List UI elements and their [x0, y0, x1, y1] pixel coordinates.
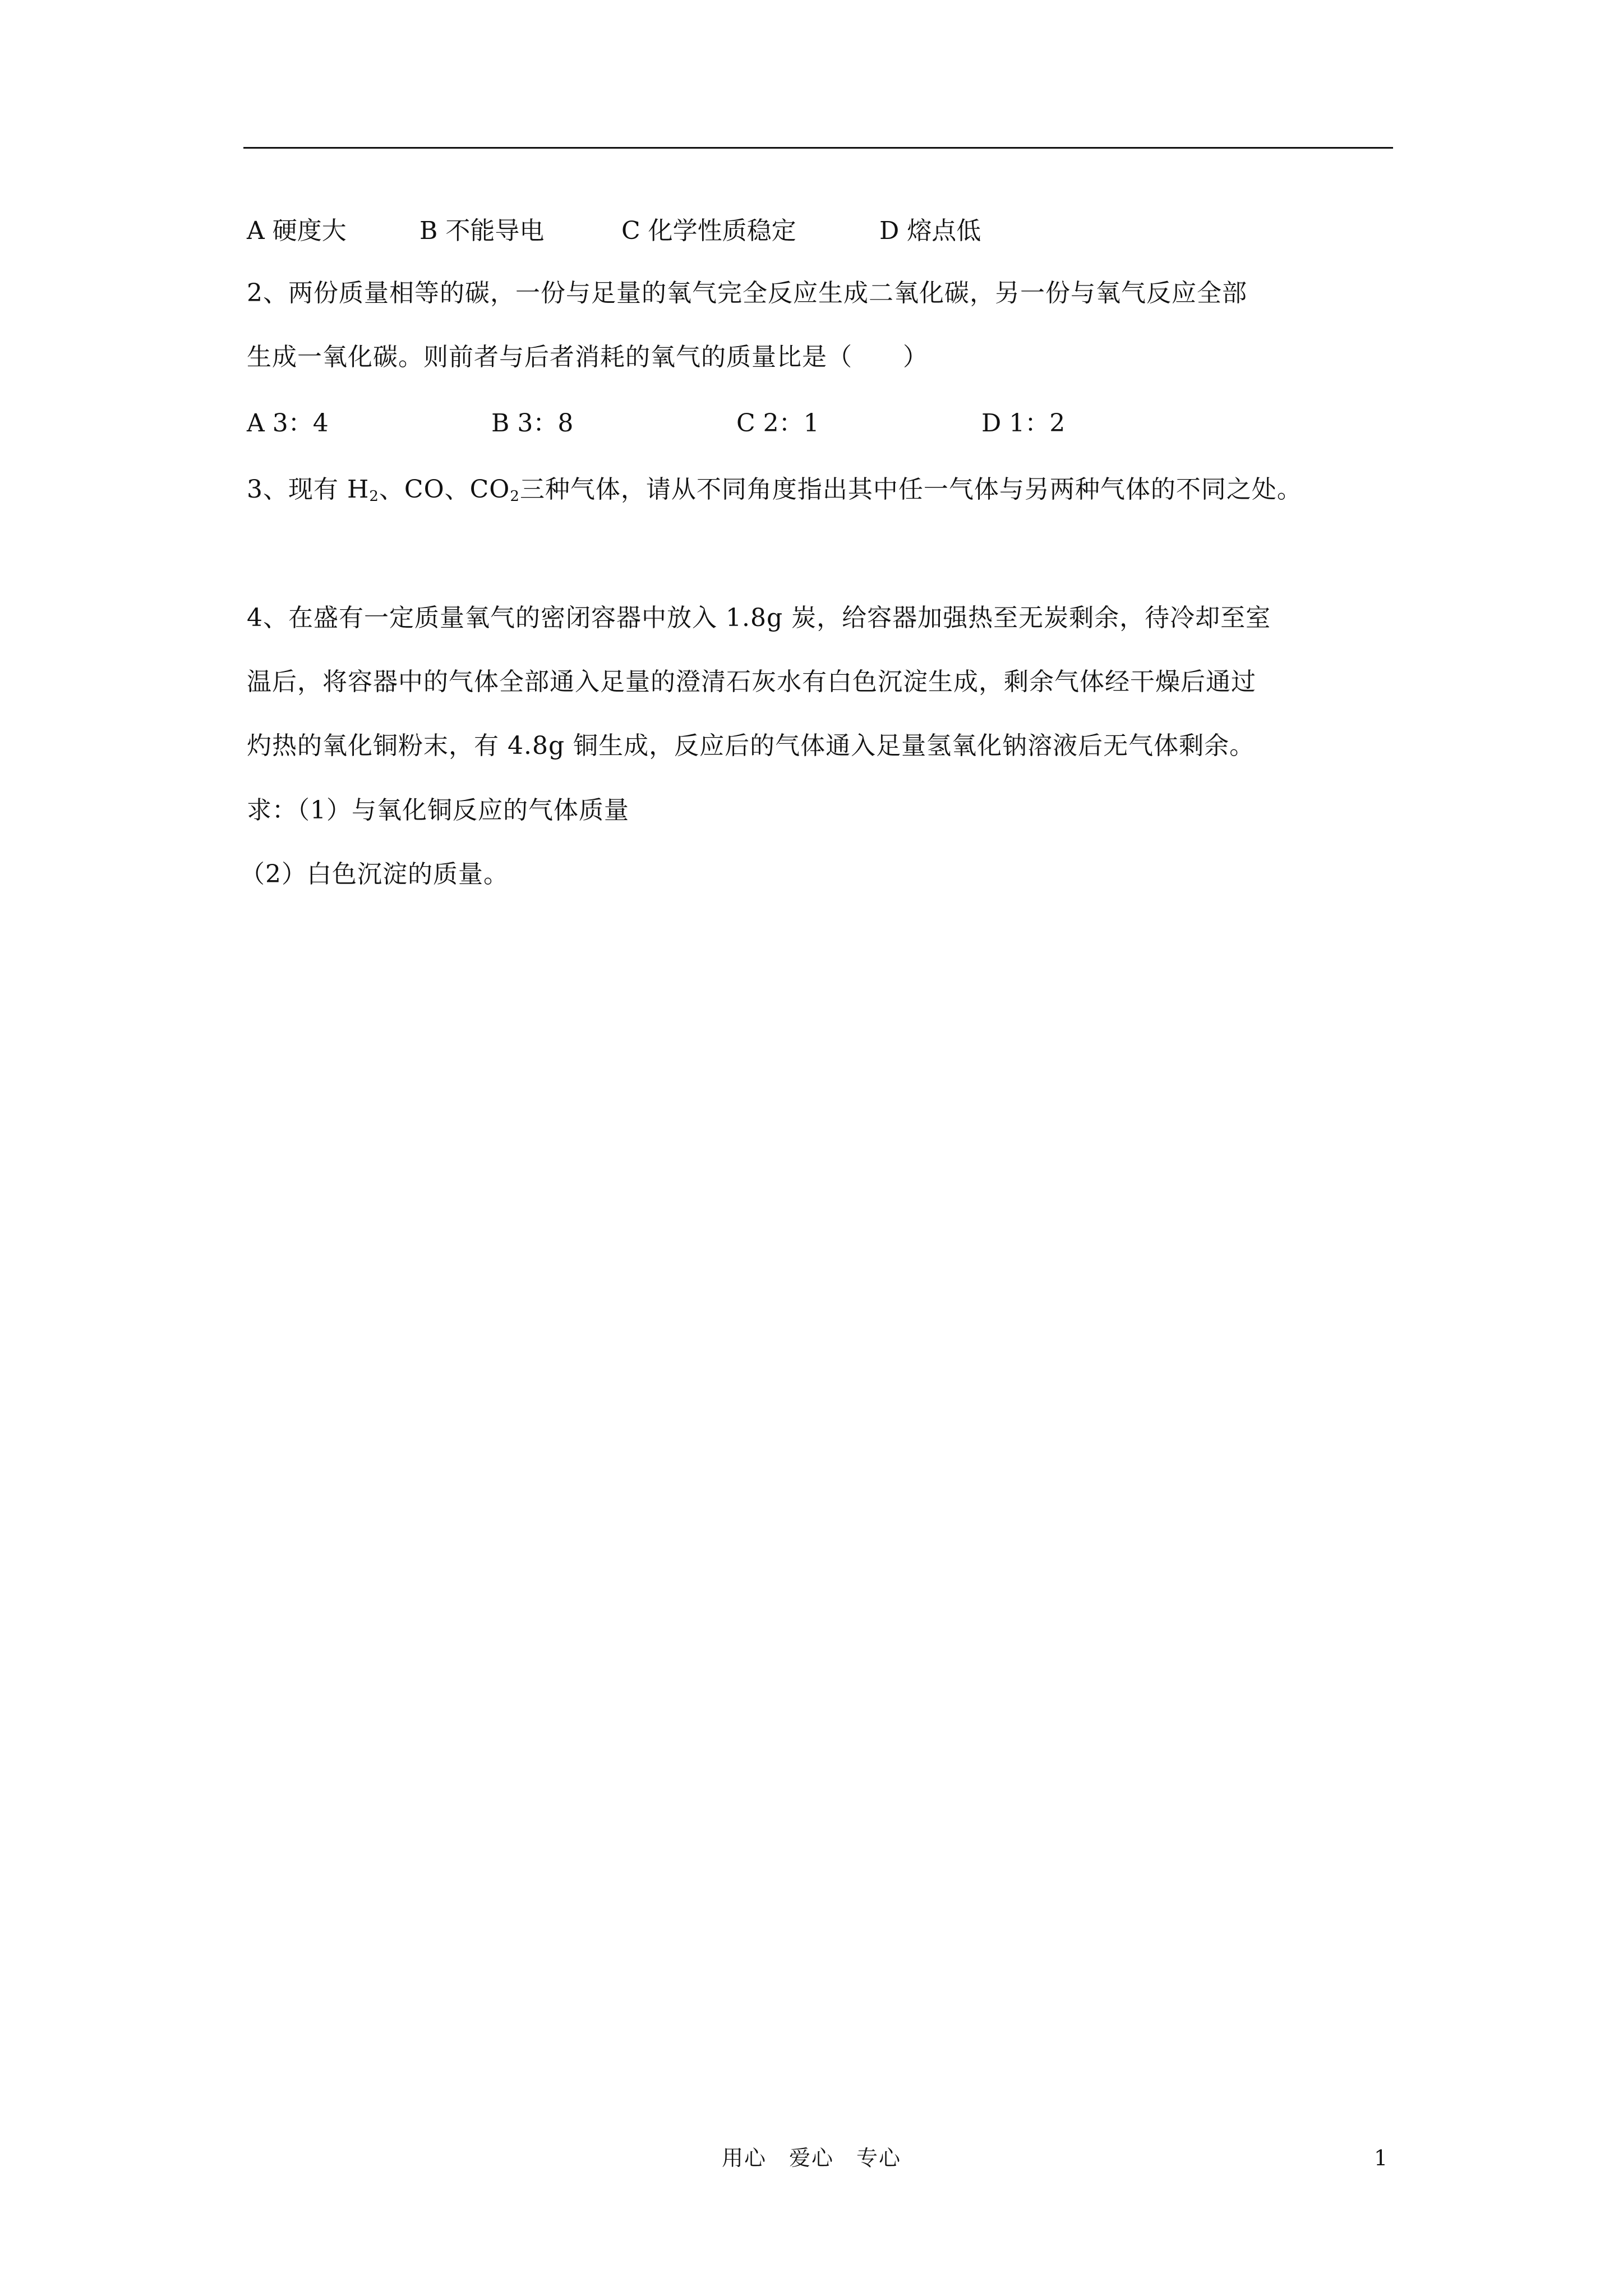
q3-subscript-h2: 2	[369, 488, 379, 505]
q2-option-a: A 3：4	[247, 409, 329, 438]
footer-motto: 用心 爱心 专心	[721, 2146, 901, 2170]
q4-line-3: 灼热的氧化铜粉末，有 4.8g 铜生成，反应后的气体通入足量氢氧化钠溶液后无气体剩余。	[247, 731, 1255, 760]
q4-line-1: 4、在盛有一定质量氧气的密闭容器中放入 1.8g 炭，给容器加强热至无炭剩余，待冷却至室	[247, 604, 1271, 632]
q3-line	[247, 473, 1302, 507]
page-number: 1	[1374, 2146, 1388, 2170]
q1-option-a: A 硬度大	[247, 217, 347, 245]
q4-line-4: 求：（1）与氧化铜反应的气体质量	[247, 796, 629, 825]
q4-line-2: 温后，将容器中的气体全部通入足量的澄清石灰水有白色沉淀生成，剩余气体经干燥后通过	[247, 668, 1256, 696]
q2-line-1: 2、两份质量相等的碳，一份与足量的氧气完全反应生成二氧化碳，另一份与氧气反应全部	[247, 279, 1247, 307]
q4-line-5: （2）白色沉淀的质量。	[240, 860, 509, 889]
q2-line-2: 生成一氧化碳。则前者与后者消耗的氧气的质量比是（ ）	[247, 343, 928, 371]
q1-option-d: D 熔点低	[879, 217, 981, 245]
q3-prefix: 3、现有 H	[247, 475, 370, 504]
q2-option-b: B 3：8	[491, 409, 574, 438]
q3-rest: 三种气体，请从不同角度指出其中任一气体与另两种气体的不同之处。	[519, 475, 1302, 504]
header-rule	[243, 147, 1393, 149]
q3-subscript-co2: 2	[510, 488, 520, 505]
q2-option-d: D 1：2	[981, 409, 1066, 438]
q1-option-b: B 不能导电	[419, 217, 545, 245]
q3-middle: 、CO、CO	[379, 475, 510, 504]
q2-option-c: C 2：1	[736, 409, 819, 438]
q1-option-c: C 化学性质稳定	[621, 217, 796, 245]
